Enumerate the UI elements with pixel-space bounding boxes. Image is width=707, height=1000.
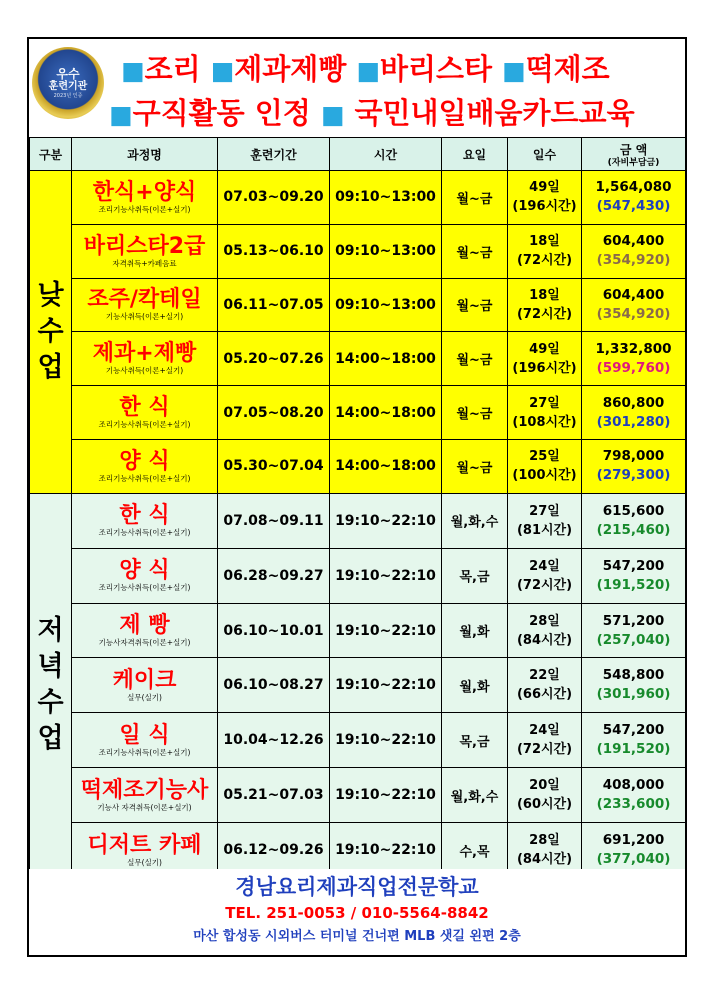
course-name: 제 빵	[119, 613, 170, 638]
days-value: 25일	[529, 449, 560, 465]
course-name: 바리스타2급	[83, 233, 206, 259]
table-body	[30, 171, 686, 878]
footer	[29, 869, 685, 955]
period-value: 06.10~10.01	[223, 622, 324, 639]
price-value: 1,564,080	[595, 179, 672, 196]
table-row	[30, 278, 686, 332]
period-value: 05.21~07.03	[223, 787, 324, 804]
period-cell	[218, 768, 330, 823]
self-pay-value: (215,460)	[596, 521, 671, 538]
course-cell	[72, 768, 218, 823]
hours-value: (100시간)	[512, 468, 577, 484]
course-note: 조리기능사취득(이론+실기)	[98, 583, 191, 593]
period-cell	[218, 713, 330, 768]
days-value: 24일	[529, 723, 560, 739]
square-bullet-icon: ■	[356, 56, 380, 85]
excellence-badge-icon	[32, 47, 104, 119]
badge-line-2: 훈련기관	[48, 80, 88, 92]
days-value: 18일	[529, 287, 560, 303]
days-value: 27일	[529, 395, 560, 411]
course-cell	[72, 658, 218, 713]
hours-value: (196시간)	[512, 199, 577, 215]
col-price-label: 금 액	[619, 142, 648, 157]
period-value: 07.03~09.20	[223, 189, 324, 206]
time-cell	[330, 548, 442, 603]
period-value: 06.28~09.27	[223, 567, 324, 584]
days-cell	[508, 171, 582, 225]
period-cell	[218, 332, 330, 386]
hours-value: (108시간)	[512, 414, 577, 430]
days-value: 49일	[529, 180, 560, 196]
days-value: 20일	[529, 778, 560, 794]
table-row	[30, 171, 686, 225]
self-pay-value: (354,920)	[596, 252, 671, 269]
weekday-cell	[442, 224, 508, 278]
weekday-value: 월~금	[456, 191, 493, 207]
price-value: 408,000	[602, 777, 665, 794]
flyer-frame	[27, 37, 687, 957]
time-value: 09:10~13:00	[335, 296, 436, 313]
course-name: 제과+제빵	[92, 341, 197, 367]
weekday-cell	[442, 768, 508, 823]
badge-line-3: 2023년 인증	[53, 92, 83, 99]
table-row	[30, 768, 686, 823]
col-period: 훈련기간	[218, 138, 330, 171]
col-weekday: 요일	[442, 138, 508, 171]
weekday-value: 월~금	[456, 299, 493, 315]
col-course: 과정명	[72, 138, 218, 171]
days-value: 27일	[529, 503, 560, 519]
course-schedule-table	[29, 137, 686, 878]
weekday-cell	[442, 713, 508, 768]
self-pay-value: (233,600)	[596, 796, 671, 813]
period-cell	[218, 439, 330, 493]
days-cell	[508, 768, 582, 823]
time-cell	[330, 603, 442, 658]
headline-benefits	[109, 91, 635, 132]
course-note: 실무(실기)	[127, 692, 162, 702]
course-cell	[72, 386, 218, 440]
weekday-cell	[442, 548, 508, 603]
price-cell	[582, 658, 686, 713]
days-value: 18일	[529, 234, 560, 250]
period-cell	[218, 548, 330, 603]
time-cell	[330, 768, 442, 823]
hours-value: (66시간)	[516, 687, 573, 703]
period-cell	[218, 224, 330, 278]
evening-category-char: 저	[37, 615, 64, 647]
time-value: 09:10~13:00	[335, 243, 436, 260]
period-value: 07.08~09.11	[223, 512, 324, 529]
badge-line-1: 우수	[56, 66, 80, 81]
day-category-char: 낮	[37, 279, 64, 311]
hours-value: (72시간)	[516, 742, 573, 758]
days-cell	[508, 386, 582, 440]
evening-category-char: 녁	[37, 651, 64, 683]
period-value: 10.04~12.26	[223, 732, 324, 749]
square-bullet-icon: ■	[502, 56, 526, 85]
self-pay-value: (547,430)	[596, 198, 671, 215]
days-cell	[508, 278, 582, 332]
hours-value: (60시간)	[516, 797, 573, 813]
days-cell	[508, 224, 582, 278]
time-cell	[330, 439, 442, 493]
square-bullet-icon: ■	[210, 56, 235, 85]
time-value: 14:00~18:00	[335, 404, 436, 421]
weekday-cell	[442, 603, 508, 658]
price-value: 571,200	[602, 612, 665, 629]
course-note: 기능사취득(이론+실기)	[105, 366, 184, 376]
col-price-sub: (자비부담금)	[607, 157, 660, 168]
course-name: 한식+양식	[92, 179, 197, 205]
weekday-cell	[442, 658, 508, 713]
course-cell	[72, 224, 218, 278]
evening-category-cell	[30, 493, 72, 877]
time-cell	[330, 332, 442, 386]
period-value: 05.13~06.10	[223, 243, 324, 260]
table-row	[30, 603, 686, 658]
price-cell	[582, 171, 686, 225]
time-cell	[330, 278, 442, 332]
weekday-value: 월,화,수	[450, 789, 499, 805]
weekday-value: 월,화	[459, 625, 490, 640]
course-cell	[72, 439, 218, 493]
period-value: 07.05~08.20	[223, 404, 324, 421]
table-row	[30, 224, 686, 278]
price-cell	[582, 548, 686, 603]
square-bullet-icon: ■	[320, 100, 345, 129]
price-cell	[582, 439, 686, 493]
time-value: 19:10~22:10	[335, 622, 436, 639]
course-cell	[72, 548, 218, 603]
course-cell	[72, 493, 218, 548]
price-cell	[582, 224, 686, 278]
period-cell	[218, 658, 330, 713]
self-pay-value: (301,280)	[596, 413, 671, 430]
weekday-value: 월~금	[456, 245, 493, 261]
time-cell	[330, 386, 442, 440]
phone-number: TEL. 251-0053 / 010-5564-8842	[225, 904, 489, 922]
price-cell	[582, 278, 686, 332]
time-value: 19:10~22:10	[335, 732, 436, 749]
price-cell	[582, 768, 686, 823]
weekday-value: 월,화,수	[450, 515, 499, 531]
course-name: 떡제조기능사	[80, 777, 209, 803]
days-value: 49일	[529, 341, 560, 357]
time-cell	[330, 493, 442, 548]
time-cell	[330, 171, 442, 225]
table-header-row	[30, 138, 686, 171]
table-row	[30, 493, 686, 548]
time-cell	[330, 224, 442, 278]
course-name: 디저트 카페	[87, 832, 202, 858]
time-value: 19:10~22:10	[335, 677, 436, 694]
time-value: 14:00~18:00	[335, 458, 436, 475]
self-pay-value: (599,760)	[596, 359, 671, 376]
weekday-value: 월~금	[456, 460, 493, 476]
course-note: 기능사 자격취득(이론+실기)	[97, 802, 192, 812]
price-cell	[582, 332, 686, 386]
course-note: 기능사취득(이론+실기)	[105, 312, 184, 322]
headline-item: 떡제조	[525, 52, 610, 86]
col-days: 일수	[508, 138, 582, 171]
square-bullet-icon: ■	[109, 100, 133, 129]
days-value: 24일	[529, 558, 560, 574]
address: 마산 합성동 시외버스 터미널 건너편 MLB 샛길 왼편 2층	[193, 929, 521, 944]
weekday-cell	[442, 493, 508, 548]
weekday-cell	[442, 332, 508, 386]
course-cell	[72, 713, 218, 768]
col-price	[582, 138, 686, 171]
time-value: 19:10~22:10	[335, 842, 436, 859]
weekday-value: 목,금	[459, 570, 490, 586]
price-value: 547,200	[602, 722, 665, 739]
course-name: 한 식	[119, 503, 170, 529]
time-cell	[330, 713, 442, 768]
self-pay-value: (354,920)	[596, 305, 671, 322]
price-cell	[582, 386, 686, 440]
table-row	[30, 713, 686, 768]
headline-item: 바리스타	[379, 52, 493, 86]
evening-category-char: 업	[37, 723, 64, 755]
self-pay-value: (301,960)	[596, 686, 671, 703]
col-category: 구분	[30, 138, 72, 171]
hours-value: (84시간)	[516, 852, 573, 868]
course-cell	[72, 603, 218, 658]
weekday-cell	[442, 386, 508, 440]
self-pay-value: (279,300)	[596, 467, 671, 484]
price-value: 691,200	[602, 832, 665, 849]
price-value: 604,400	[602, 286, 665, 303]
col-time: 시간	[330, 138, 442, 171]
hours-value: (72시간)	[516, 306, 573, 322]
course-cell	[72, 332, 218, 386]
period-cell	[218, 171, 330, 225]
table-row	[30, 332, 686, 386]
course-note: 기능사자격취득(이론+실기)	[98, 638, 191, 647]
days-cell	[508, 713, 582, 768]
course-note: 조리기능사취득(이론+실기)	[98, 420, 191, 430]
course-name: 양 식	[119, 448, 170, 474]
days-value: 28일	[529, 613, 560, 629]
weekday-value: 수,목	[459, 844, 490, 860]
period-cell	[218, 386, 330, 440]
time-cell	[330, 658, 442, 713]
period-value: 06.12~09.26	[223, 842, 324, 859]
price-value: 1,332,800	[595, 340, 672, 357]
course-note: 자격취득+카페음료	[112, 258, 177, 268]
course-note: 조리기능사취득(이론+실기)	[98, 747, 191, 757]
headline-item: 국민내일배움카드교육	[354, 96, 635, 130]
price-cell	[582, 713, 686, 768]
headline-item: 조리	[144, 52, 201, 86]
period-value: 06.11~07.05	[223, 296, 324, 313]
course-note: 조리기능사취득(이론+실기)	[98, 473, 191, 483]
price-value: 547,200	[602, 557, 665, 574]
day-category-cell	[30, 171, 72, 494]
time-value: 09:10~13:00	[335, 189, 436, 206]
weekday-value: 목,금	[459, 734, 490, 750]
evening-category-char: 수	[37, 687, 64, 719]
course-note: 조리기능사취득(이론+실기)	[98, 204, 191, 214]
table-row	[30, 658, 686, 713]
self-pay-value: (191,520)	[596, 576, 671, 593]
days-cell	[508, 658, 582, 713]
headline-item: 구직활동 인정	[132, 96, 311, 130]
self-pay-value: (191,520)	[596, 741, 671, 758]
hours-value: (72시간)	[516, 253, 573, 269]
period-value: 05.30~07.04	[223, 458, 324, 475]
period-value: 05.20~07.26	[223, 350, 324, 367]
headline-item: 제과제빵	[234, 52, 347, 86]
course-name: 조주/칵테일	[87, 287, 202, 313]
weekday-cell	[442, 278, 508, 332]
hours-value: (81시간)	[516, 522, 573, 538]
price-value: 604,400	[602, 233, 665, 250]
headline-courses	[121, 47, 610, 88]
period-cell	[218, 603, 330, 658]
hours-value: (196시간)	[512, 360, 577, 376]
price-cell	[582, 493, 686, 548]
weekday-value: 월,화	[459, 679, 490, 695]
course-cell	[72, 171, 218, 225]
days-cell	[508, 439, 582, 493]
days-cell	[508, 332, 582, 386]
weekday-cell	[442, 171, 508, 225]
price-cell	[582, 603, 686, 658]
days-cell	[508, 493, 582, 548]
weekday-value: 월~금	[456, 353, 493, 369]
period-cell	[218, 493, 330, 548]
square-bullet-icon: ■	[121, 56, 145, 85]
self-pay-value: (257,040)	[596, 631, 671, 648]
day-category-char: 업	[37, 351, 64, 383]
price-value: 548,800	[602, 667, 665, 684]
school-name: 경남요리제과직업전문학교	[235, 875, 479, 899]
course-note: 실무(실기)	[127, 857, 162, 867]
period-cell	[218, 278, 330, 332]
time-value: 19:10~22:10	[335, 787, 436, 804]
days-value: 22일	[529, 668, 560, 684]
day-category-char: 수	[37, 315, 64, 347]
weekday-cell	[442, 439, 508, 493]
days-cell	[508, 548, 582, 603]
course-name: 양 식	[119, 558, 170, 584]
hours-value: (72시간)	[516, 577, 573, 593]
self-pay-value: (377,040)	[596, 851, 671, 868]
weekday-value: 월~금	[456, 407, 493, 423]
price-value: 798,000	[602, 448, 665, 465]
time-value: 19:10~22:10	[335, 512, 436, 529]
table-row	[30, 548, 686, 603]
course-note: 조리기능사취득(이론+실기)	[98, 528, 191, 538]
days-value: 28일	[529, 833, 560, 849]
period-value: 06.10~08.27	[223, 677, 324, 694]
course-name: 한 식	[119, 395, 170, 421]
course-name: 일 식	[119, 722, 170, 748]
time-value: 19:10~22:10	[335, 567, 436, 584]
hours-value: (84시간)	[516, 632, 573, 648]
table-row	[30, 439, 686, 493]
course-cell	[72, 278, 218, 332]
price-value: 860,800	[602, 394, 665, 411]
time-value: 14:00~18:00	[335, 350, 436, 367]
header	[29, 39, 685, 137]
table-row	[30, 386, 686, 440]
course-name: 케이크	[112, 667, 177, 693]
days-cell	[508, 603, 582, 658]
price-value: 615,600	[602, 502, 665, 519]
